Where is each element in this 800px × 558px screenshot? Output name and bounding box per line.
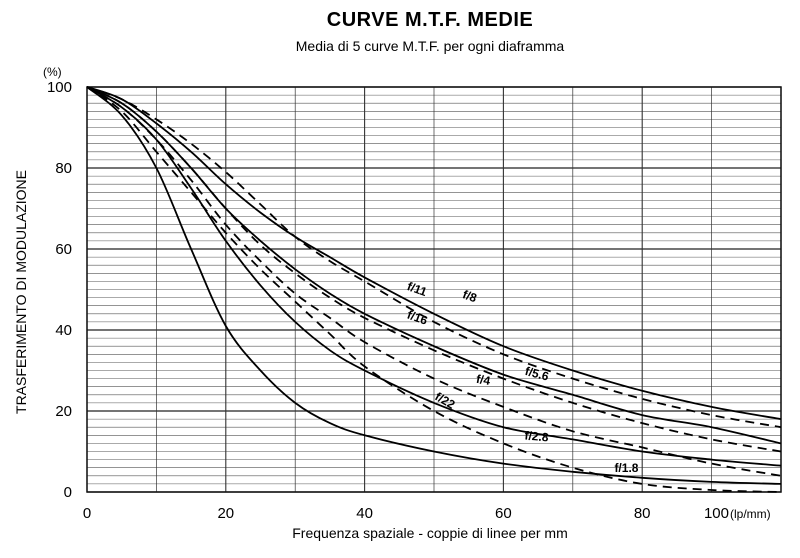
curve-label: f/2.8 bbox=[523, 428, 550, 445]
x-tick-label: 20 bbox=[217, 505, 235, 522]
curve-label: f/1.8 bbox=[614, 460, 639, 475]
curve-label: f/8 bbox=[460, 287, 479, 306]
y-tick-label: 60 bbox=[55, 241, 72, 258]
x-tick-label: 40 bbox=[356, 505, 373, 522]
y-tick-label: 0 bbox=[63, 484, 72, 501]
y-tick-label: 100 bbox=[46, 79, 72, 96]
curve-label: f/22 bbox=[432, 389, 458, 412]
curve-label: f/11 bbox=[405, 279, 429, 300]
y-tick-label: 40 bbox=[55, 322, 72, 339]
x-tick-label: 0 bbox=[82, 505, 92, 522]
chart-subtitle: Media di 5 curve M.T.F. per ogni diaframma bbox=[295, 38, 565, 54]
curve-label: f/4 bbox=[475, 371, 492, 389]
curve-label: f/16 bbox=[405, 307, 430, 328]
curve-label: f/5.6 bbox=[523, 363, 551, 384]
x-axis-label: Frequenza spaziale - coppie di linee per mm bbox=[292, 525, 568, 541]
y-tick-label: 20 bbox=[55, 403, 72, 420]
x-tick-label: 100 bbox=[703, 505, 729, 522]
x-tick-label: 60 bbox=[495, 505, 512, 522]
y-unit-label: (%) bbox=[43, 65, 62, 79]
x-unit-label: (lp/mm) bbox=[730, 507, 771, 521]
tick-labels bbox=[47, 79, 729, 522]
x-tick-label: 80 bbox=[633, 505, 651, 522]
y-tick-label: 80 bbox=[55, 160, 72, 177]
chart-title: CURVE M.T.F. MEDIE bbox=[326, 9, 534, 31]
y-axis-label: TRASFERIMENTO DI MODULAZIONE bbox=[13, 170, 29, 414]
